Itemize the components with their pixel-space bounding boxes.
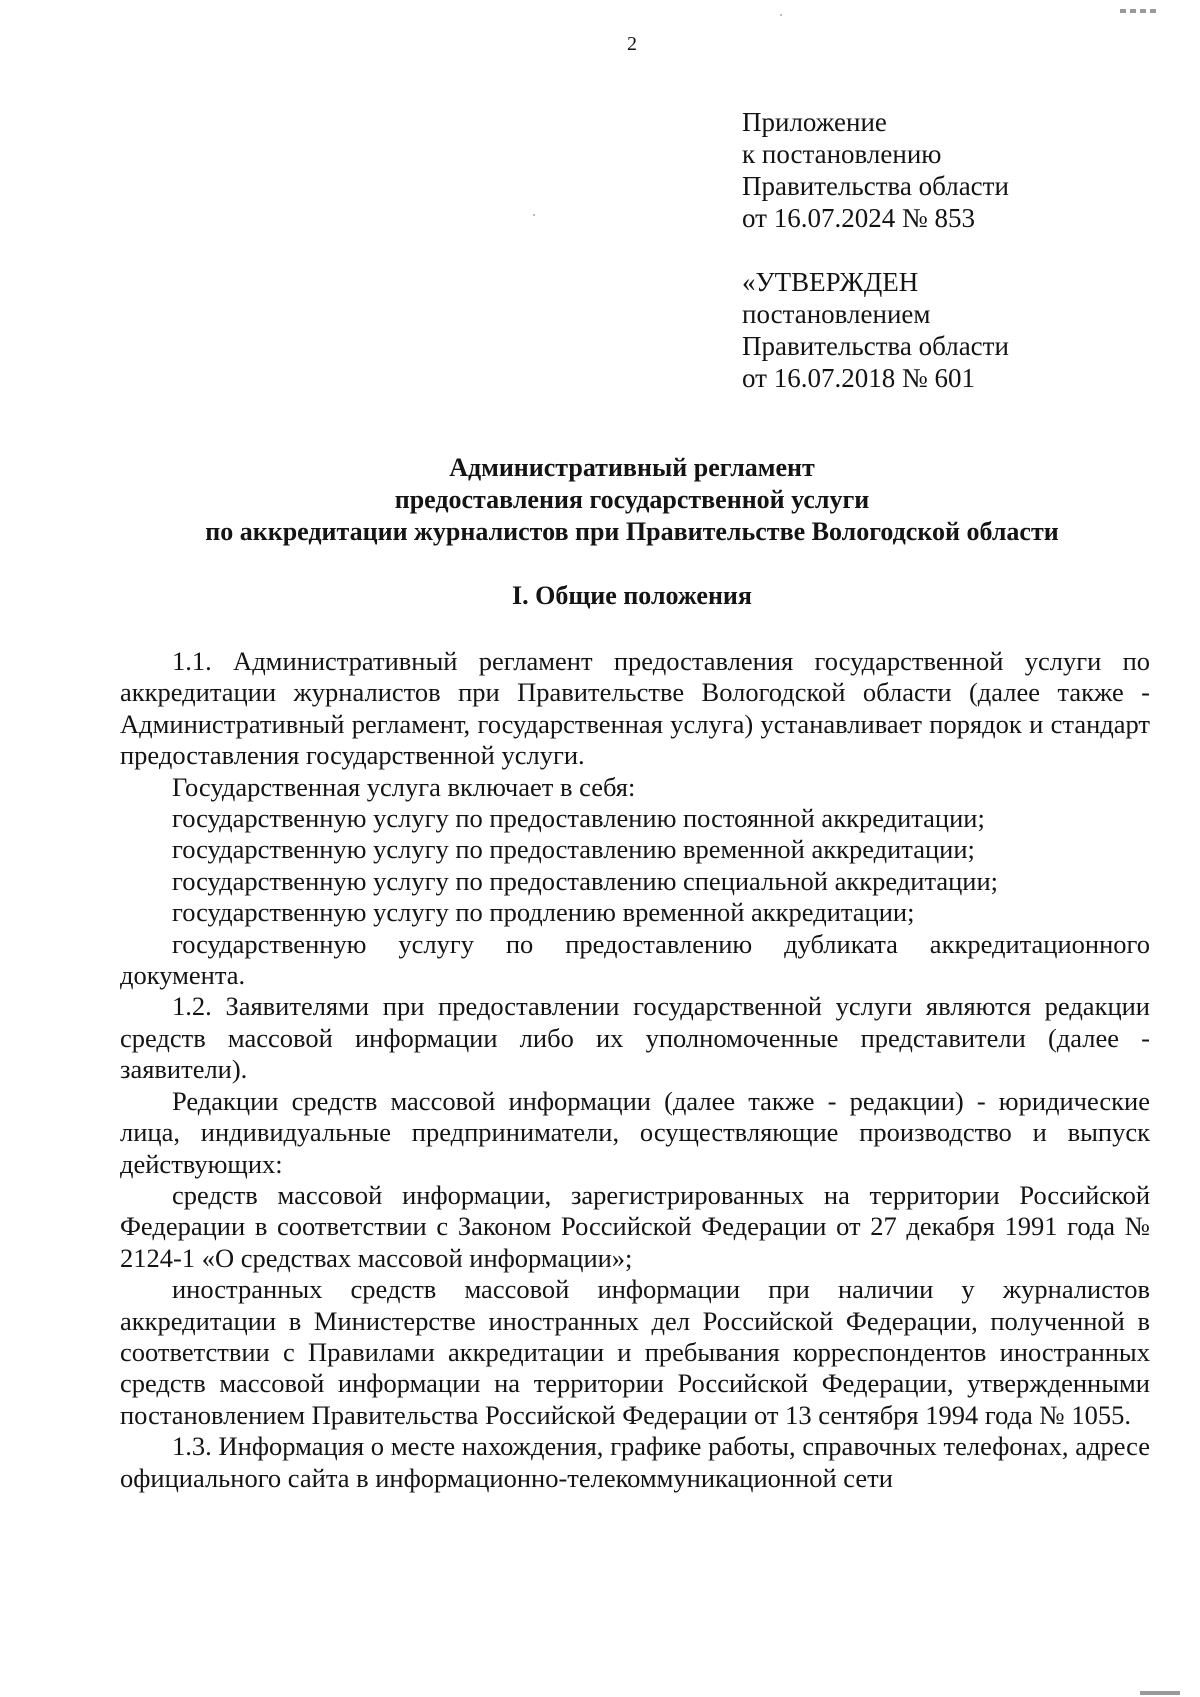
list-item: государственную услугу по предоставлению постоянной аккредитации; xyxy=(172,803,985,834)
paragraph-editorial-offices: Редакции средств массовой информации (далее также - редакции) - юридические лица, индивидуальные предприниматели, осуществляющие производство и выпуск действующих: xyxy=(120,1085,1150,1179)
approved-line: Правительства области xyxy=(742,331,1009,361)
scan-speck xyxy=(780,14,782,16)
approved-line: от 16.07.2018 № 601 xyxy=(742,363,975,393)
document-body xyxy=(120,646,1150,1494)
paragraph-1-3: 1.3. Информация о месте нахождения, графике работы, справочных телефонах, адресе официального сайта в информационно-телекоммуникационной сети xyxy=(120,1431,1150,1493)
approved-line: «УТВЕРЖДЕН xyxy=(742,267,919,297)
title-line: Административный регламент xyxy=(449,453,815,482)
approved-line: постановлением xyxy=(742,299,931,329)
scan-corner-mark xyxy=(1120,0,1200,6)
appendix-line: от 16.07.2024 № 853 xyxy=(742,203,975,233)
scan-bottom-mark xyxy=(1140,1691,1180,1695)
section-heading: I. Общие положения xyxy=(512,581,752,610)
list-item: государственную услугу по предоставлению дубликата аккредитационного документа. xyxy=(120,928,1150,991)
list-item: средств массовой информации, зарегистрированных на территории Российской Федерации в соответствии с Законом Российской Федерации от 27 декабря 1991 года № 2124-1 «О средствах массовой информации»; xyxy=(120,1179,1150,1273)
title-line: предоставления государственной услуги xyxy=(394,485,870,514)
document-title xyxy=(0,452,1200,548)
paragraph-includes: Государственная услуга включает в себя: xyxy=(172,771,636,802)
appendix-block xyxy=(742,106,1009,234)
appendix-line: Правительства области xyxy=(742,171,1009,201)
paragraph-1-1: 1.1. Административный регламент предоставления государственной услуги по аккредитации журналистов при Правительстве Вологодской области (далее также - Административный регламент, государственная услуга) устанавливает порядок и стандарт предоставления государственной услуги. xyxy=(120,646,1150,771)
title-line: по аккредитации журналистов при Правительстве Вологодской области xyxy=(205,517,1059,546)
list-item: государственную услугу по предоставлению специальной аккредитации; xyxy=(172,865,999,896)
approved-block xyxy=(742,266,1009,394)
appendix-line: к постановлению xyxy=(742,139,942,169)
list-item: государственную услугу по продлению временной аккредитации; xyxy=(172,897,915,928)
list-item: государственную услугу по предоставлению временной аккредитации; xyxy=(172,834,975,865)
page-number: 2 xyxy=(627,33,637,55)
list-item: иностранных средств массовой информации при наличии у журналистов аккредитации в Министерстве иностранных дел Российской Федерации, полученной в соответствии с Правилами аккредитации и пребывания корреспондентов иностранных средств массовой информации на территории Российской Федерации, утвержденными постановлением Правительства Российской Федерации от 13 сентября 1994 года № 1055. xyxy=(120,1274,1150,1430)
paragraph-1-2: 1.2. Заявителями при предоставлении государственной услуги являются редакции средств массовой информации либо их уполномоченные представители (далее - заявители). xyxy=(120,991,1150,1085)
scan-speck xyxy=(533,214,535,216)
appendix-line: Приложение xyxy=(742,107,887,137)
